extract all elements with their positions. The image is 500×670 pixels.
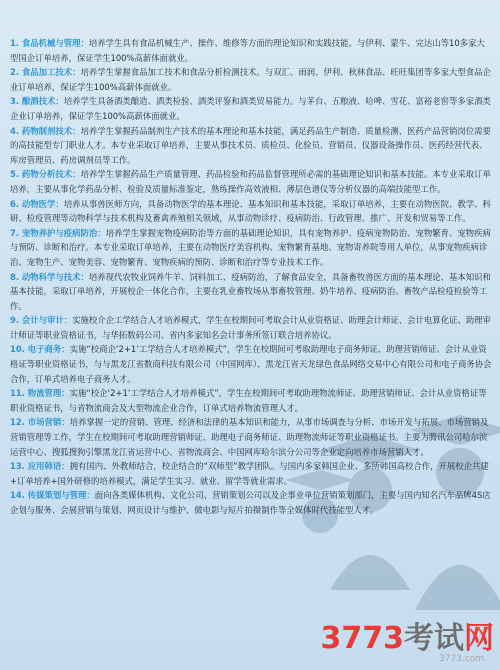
program-item [10, 65, 492, 94]
program-title: 1. 食品机械与管理： [10, 38, 89, 48]
program-title: 5. 药物分析技术： [10, 169, 81, 180]
program-item [10, 124, 492, 168]
program-description: 培养学生掌握药品制剂生产技术的基本理论和基本技能，满足药品生产制造、质量检测、医药产品营销岗位需要的高技能型专门职业人才。本专业采取订单培养，主要从事技术员、质检员、化验员、营销员、仪器设备操作员、医药经营代表、库房管理员、药房调剂员等工作。 [10, 125, 491, 165]
program-item [10, 313, 492, 342]
site-watermark [320, 621, 495, 664]
program-title: 14. 传媒策划与管理： [10, 490, 95, 501]
program-title: 4. 药物制剂技术： [10, 125, 81, 136]
program-description: 培养从事兽医师方向，具备动物医学的基本理论、基本知识和基本技能，采取订单培养，主要在动物医院、教学、科研、检疫管理等动物科学与技术机构及畜禽养殖相关领域，从事动物诊疗、疫病防治、行政管理、推广、开发和贸易等工作。 [10, 198, 491, 224]
program-description: 培养学生具有食品机械生产、操作、维修等方面的理论知识和实践技能。与伊利、蒙牛、完达山等10多家大型国企订单培养，保证学生100%高薪体面就业。 [10, 38, 485, 63]
program-title: 8. 动物科学与技术： [10, 271, 89, 282]
brand-word: 考试 [404, 621, 464, 656]
program-title: 3. 酿酒技术： [10, 96, 64, 107]
program-title: 7. 宠物养护与疫病防治： [10, 227, 106, 238]
program-title: 10. 电子商务： [10, 344, 70, 355]
program-item [10, 386, 492, 415]
program-description: 培养学生掌握食品加工技术和食品分析检测技术。与双汇、雨润、伊利、秋林食品、旺旺集团等多家大型食品企业订单培养，保证学生100%高薪体面就业。 [10, 67, 491, 92]
brand-suffix: 网 [464, 621, 494, 656]
program-item [10, 342, 492, 386]
program-description: 面向各类媒体机构、文化公司、营销策划公司以及企事业单位营销策划部门，主要与国内知名汽车品牌4S店企划与服务、会展营销与策划、网页设计与维护、微电影与短片拍摄制作等全媒体时代技能型人才。 [10, 490, 491, 515]
brand-logo [320, 621, 495, 656]
program-item [10, 415, 492, 459]
brand-url: 3773.com [439, 654, 484, 664]
program-title: 11. 物流管理： [10, 388, 70, 399]
program-description: 培养学生掌握宠物疫病防治等方面的基础理论知识，具有宠物养护、疫病宠物防治、宠物繁育、宠物疾病与预防、诊断和治疗。本专业采取订单培养，主要在动物医疗美容机构、宠物繁育基地、宠物寄养院等用人单位，从事宠物疾病诊治、宠物生产、宠物美容、宠物繁育、宠物疾病的预防、诊断和治疗等专业技术工作。 [10, 227, 491, 267]
program-description: 培养学生掌握药品生产质量管理、药品检验和药品监督管理所必需的基础理论知识和基本技能。本专业采取订单培养，主要从事化学药品分析、检验及质量标准鉴定，熟练操作高效液相、薄层色谱仪等分析仪器的高端技能型工作。 [10, 169, 491, 194]
program-item [10, 488, 492, 517]
program-item [10, 197, 492, 226]
program-item [10, 270, 492, 314]
program-list [10, 36, 492, 518]
program-description: 实施“校企‘2+1’工学结合人才培养模式”，学生在校期间可考取助理物流师证、助理营销师证、会计从业资格证等职业资格证书，与省物流商会及大型物流企业合作，订单式培养物流管理人才。 [10, 388, 487, 413]
program-title: 6. 动物医学： [10, 198, 64, 209]
program-description: 培养掌握一定的营销、管理、经济和法律的基本知识和能力，从事市场调查与分析、市场开发与拓展、市场营销及营销管理等工作，学生在校期间可考取助理营销师证、助理电子商务师证、助理物流师证等职业资格证书。主要为腾讯公司哈尔滨运营中心、搜狐搜狗引擎黑龙江省运营中心、省物流商会、中国网库哈尔滨分公司等企业定向培养市场营销人才。 [10, 417, 489, 457]
program-item [10, 459, 492, 488]
brand-number: 3773 [320, 621, 404, 656]
program-description: 拥有国内、外教师结合，校企结合的“双师型”教学团队。与国内多家韩国企业、多所韩国高校合作，开展校企共建+订单培养+国外研修的培养模式，满足学生实习、就业、留学等就业需求。 [10, 461, 489, 486]
program-title: 12. 市场营销： [10, 417, 70, 428]
program-description: 实施校介企工学结合人才培养模式，学生在校期间可考取会计从业资格证、助理会计师证、会计电算化证、助理审计师证等职业资格证书，与华拓数码公司、省内多家知名会计事务所签订联合培养协议。 [10, 315, 491, 340]
program-item [10, 94, 492, 123]
program-description: 培养现代农牧业饲养牛羊、饲料加工、疫病防治，了解食品安全，具备畜牧兽医方面的基本理论、基本知识和基本技能，采取订单培养，开展校企一体化合作，主要在乳业畜牧场从事畜牧管理、奶牛培养、疫病防治、畜牧产品检疫检验等工作。 [10, 271, 491, 311]
program-title: 9. 会计与审计： [10, 315, 73, 326]
program-title: 2. 食品加工技术： [10, 67, 81, 78]
program-item [10, 226, 492, 270]
program-description: 培养学生具备酒类酿造、酒类检验、酒类评鉴和酒类贸易能力。与茅台、五粮液、哈啤、雪花、富裕老窖等多家酒类企业订单培养，保证学生100%高薪体面就业。 [10, 96, 491, 121]
program-item [10, 36, 492, 65]
program-item [10, 167, 492, 196]
program-description: 实施“校商企‘2+1’工学结合人才培养模式”，学生在校期间可考取助理电子商务师证、助理营销师证、会计从业资格证等职业资格证书，与与黑龙江省数商科技有限公司（中国网库）、黑龙江省天龙绿色食品网络交易中心有限公司和电子商务协会合作，订单式培养电子商务人才。 [10, 344, 492, 384]
program-title: 13. 应用韩语： [10, 461, 70, 472]
